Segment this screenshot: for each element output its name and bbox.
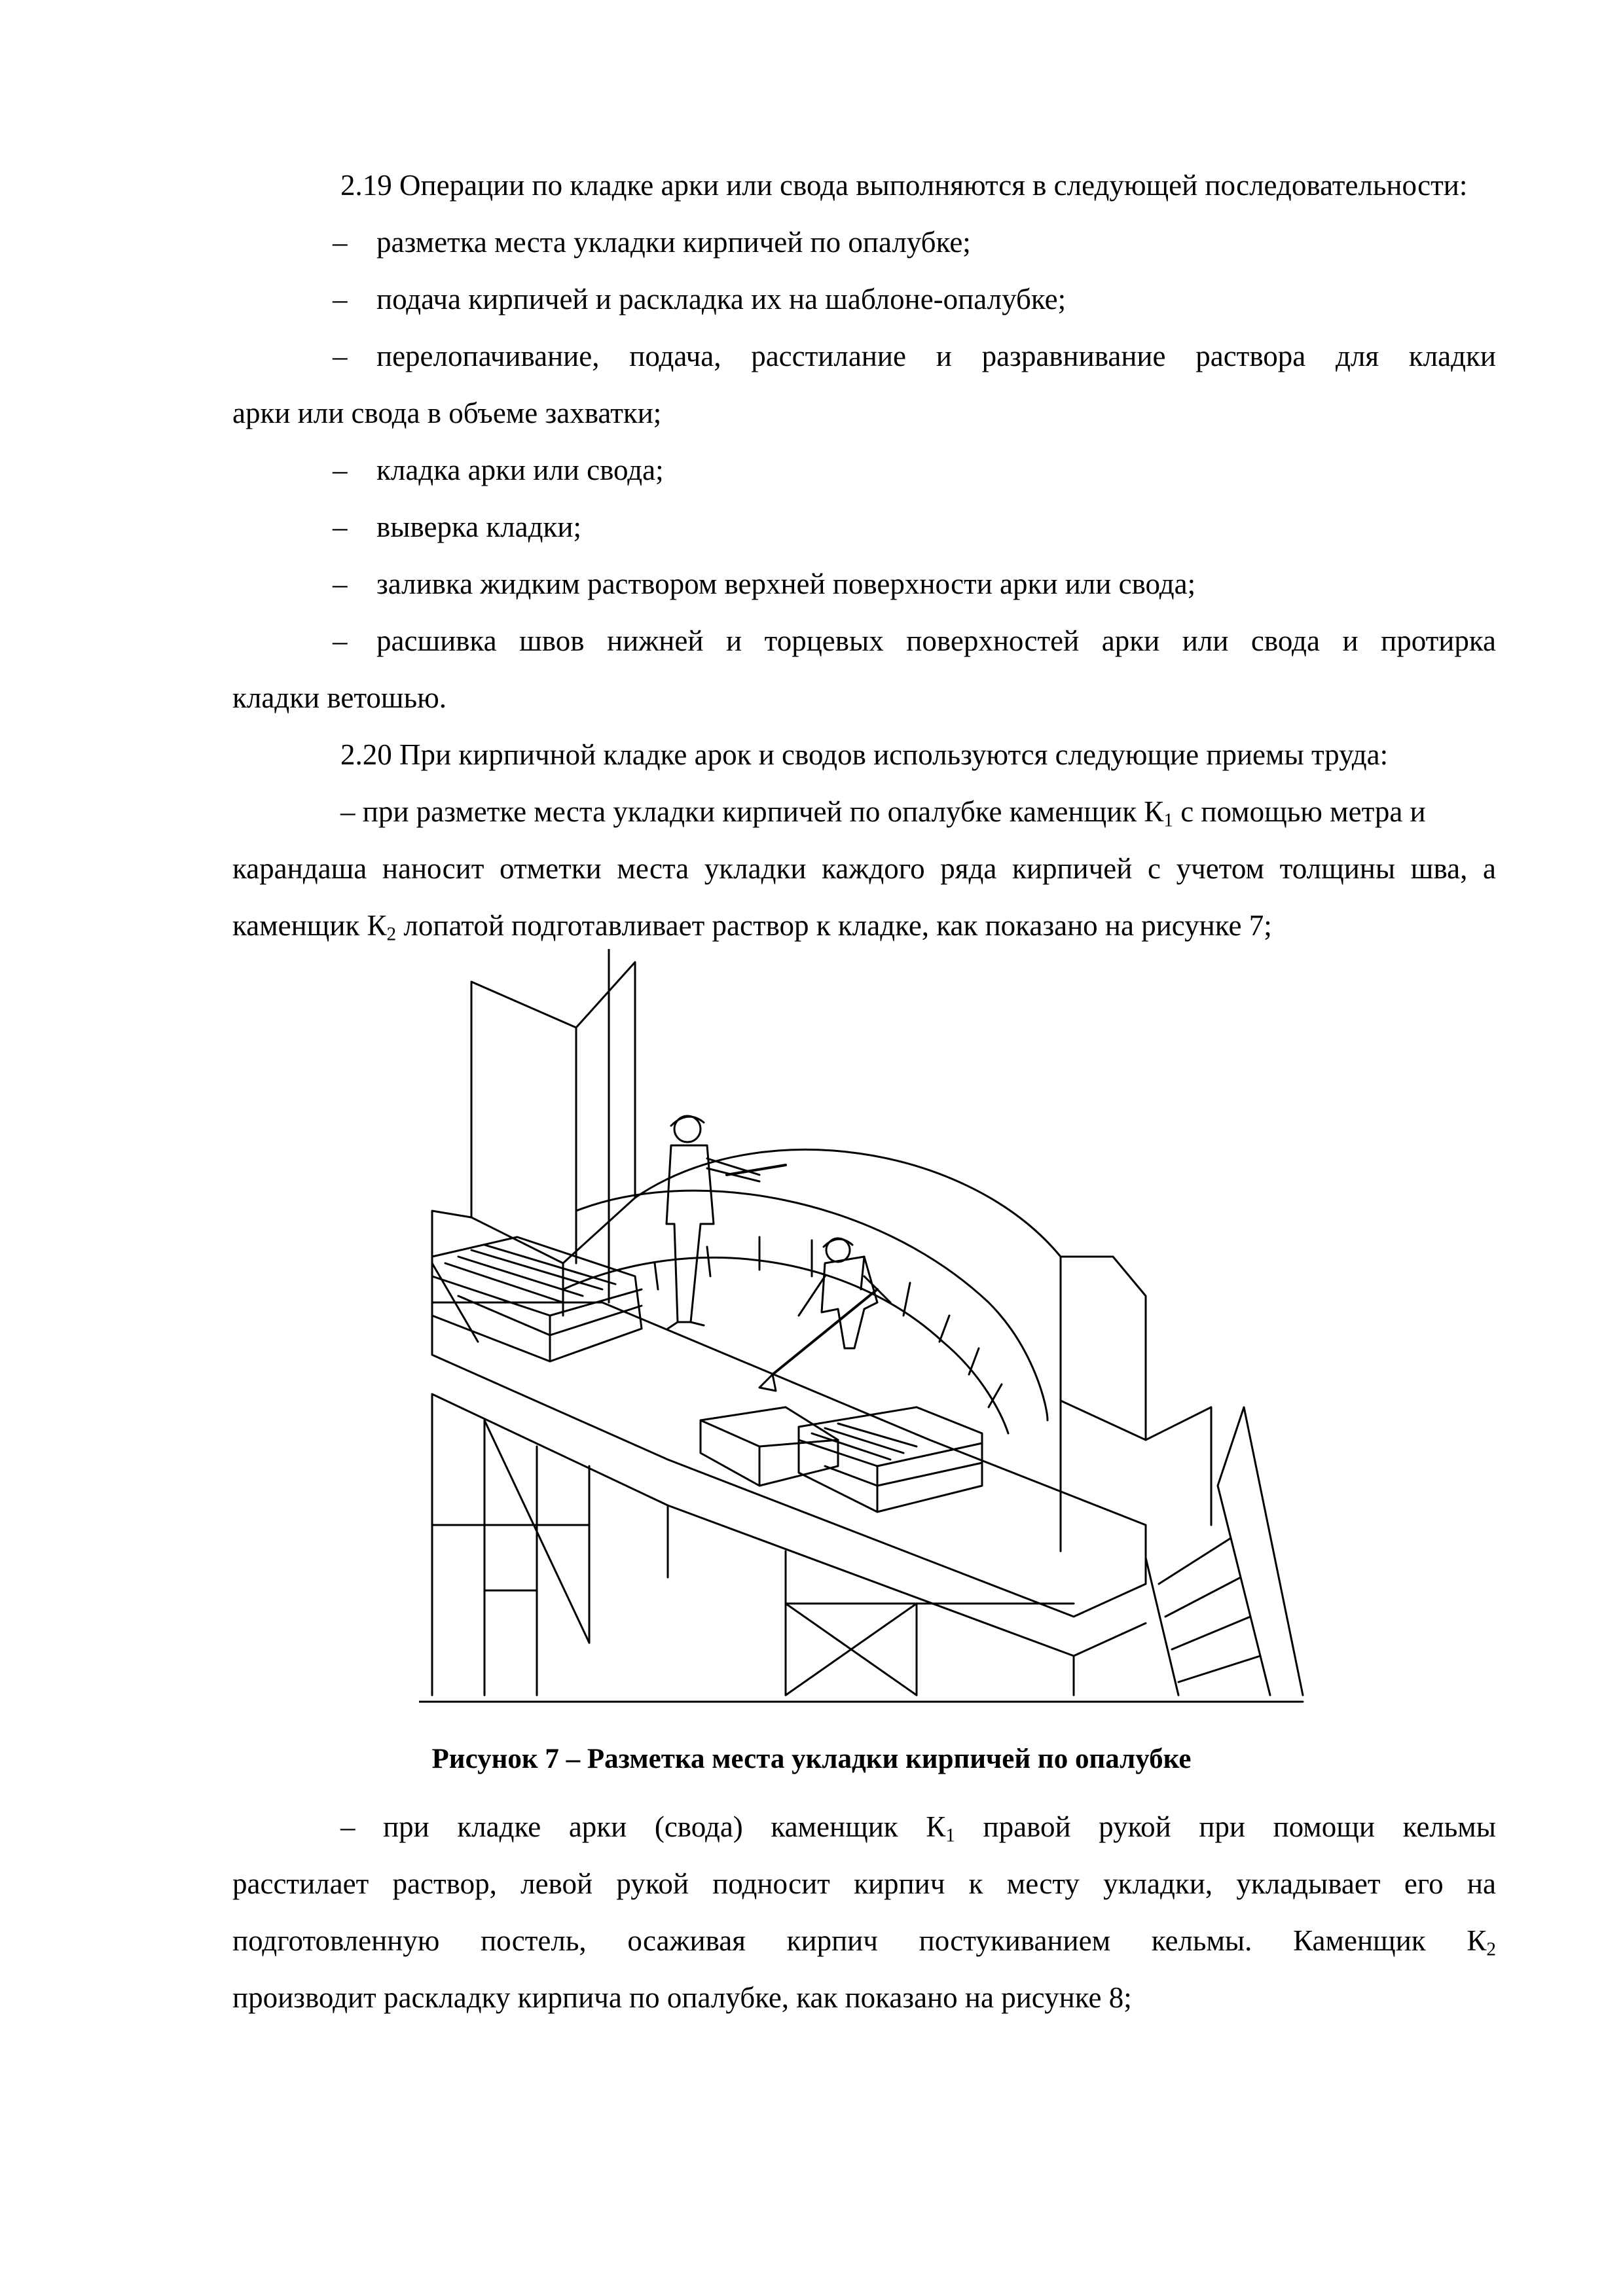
figure-7-caption: Рисунок 7 – Разметка места укладки кирпичей по опалубке (431, 1744, 1192, 1774)
list-item-3-line1: перелопачивание, подача, расстилание и разравнивание раствора для кладки (376, 340, 1496, 372)
list-item-7-line2: кладки ветошью. (232, 681, 447, 714)
list-item-7-line1: расшивка швов нижней и торцевых поверхностей арки или свода и протирка (376, 624, 1496, 657)
arch-outline (576, 1191, 1048, 1420)
list-dash: – (333, 283, 348, 315)
right-column (1061, 1257, 1146, 1440)
paragraph-after-line4: производит раскладку кирпича по опалубке, как показано на рисунке 8; (232, 1981, 1132, 2014)
list-dash: – (333, 624, 348, 657)
list-item-5: выверка кладки; (376, 511, 581, 543)
section-2-20-heading: 2.20 При кирпичной кладке арок и сводов используются следующие приемы труда: (340, 738, 1389, 771)
scaffold-deck (432, 1302, 1146, 1617)
paragraph-after-line2: расстилает раствор, левой рукой подносит кирпич к месту укладки, укладывает его на (232, 1867, 1496, 1900)
list-item-3-line2: арки или свода в объеме захватки; (232, 397, 662, 429)
list-dash: – (333, 340, 348, 372)
list-item-2: подача кирпичей и раскладка их на шаблоне-опалубке; (376, 283, 1067, 315)
paragraph-2-20-line1: – при разметке места укладки кирпичей по опалубке каменщик $К_1$ с помощью метра и (340, 795, 1426, 831)
paragraph-2-20-line2: карандаша наносит отметки места укладки каждого ряда кирпичей с учетом толщины шва, а (232, 852, 1496, 885)
list-dash: – (333, 226, 348, 259)
paragraph-after-line1: – при кладке арки (свода) каменщик $К_1$ правой рукой при помощи кельмы (340, 1810, 1496, 1846)
figure-7-drawing (419, 949, 1322, 1734)
list-dash: – (333, 454, 348, 486)
paragraph-after-line3: подготовленную постель, осаживая кирпич постукиванием кельмы. Каменщик $К_2$ (232, 1924, 1496, 1960)
list-dash: – (333, 511, 348, 543)
list-dash: – (333, 567, 348, 600)
worker-k1-body (666, 1145, 714, 1322)
list-item-4: кладка арки или свода; (376, 454, 664, 486)
section-2-19-heading: 2.19 Операции по кладке арки или свода выполняются в следующей последовательности: (340, 169, 1468, 202)
list-item-6: заливка жидким раствором верхней поверхности арки или свода; (376, 567, 1196, 600)
left-column (471, 962, 635, 1263)
paragraph-2-20-line3: каменщик $К_2$ лопатой подготавливает раствор к кладке, как показано на рисунке 7; (232, 909, 1272, 945)
worker-k2-body (822, 1257, 877, 1348)
list-item-1: разметка места укладки кирпичей по опалубке; (376, 226, 971, 259)
